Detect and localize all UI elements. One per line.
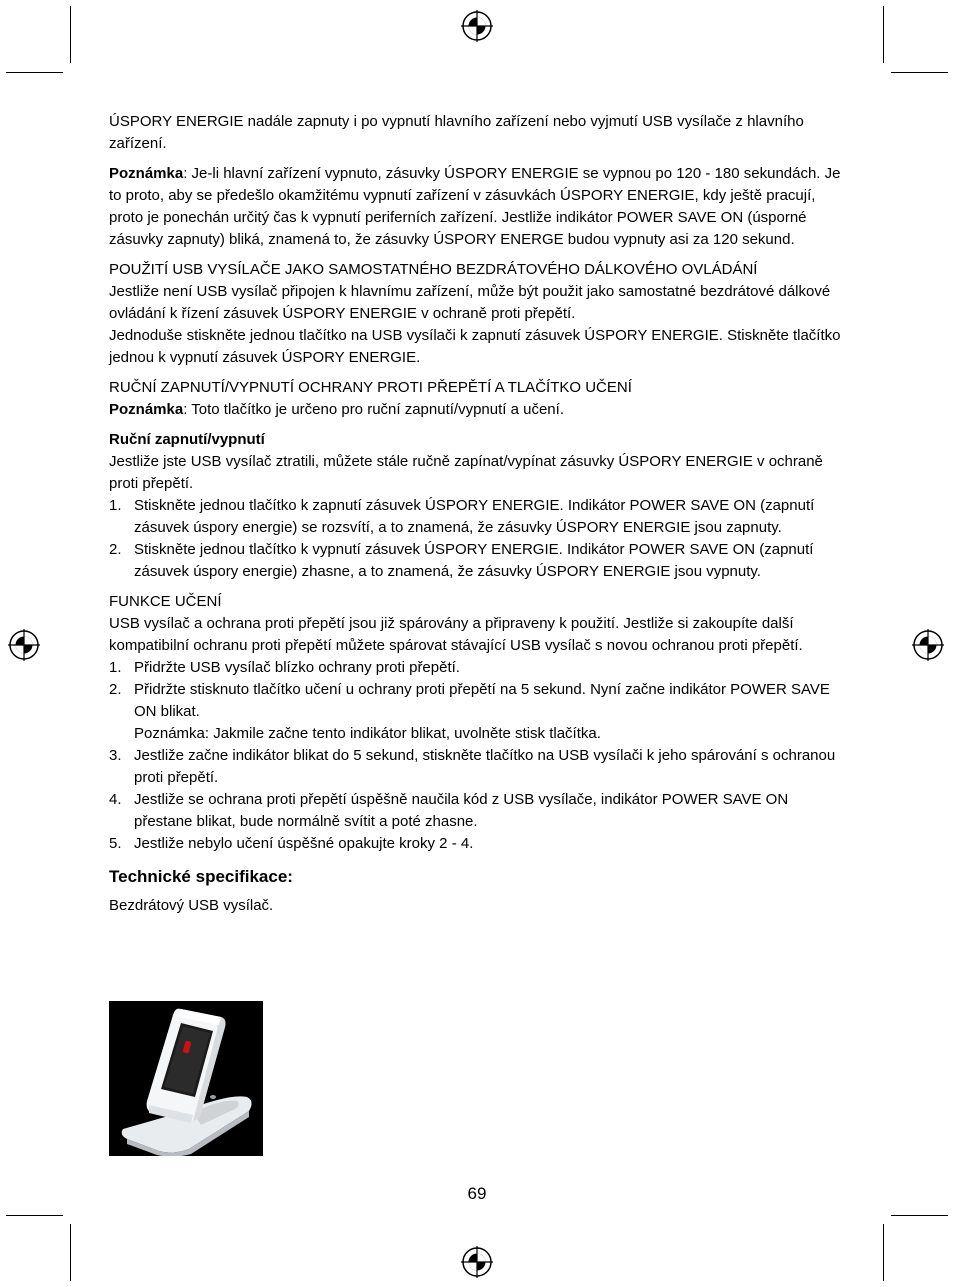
list-note: Poznámka: Jakmile začne tento indikátor blikat, uvolněte stisk tlačítka. <box>134 725 601 742</box>
crop-mark <box>6 72 63 73</box>
document-body <box>109 111 849 917</box>
list-number: 4. <box>109 791 122 808</box>
note-text: : Toto tlačítko je určeno pro ruční zapnutí/vypnutí a učení. <box>183 401 564 418</box>
list-number: 5. <box>109 835 122 852</box>
registration-mark-icon <box>461 10 493 42</box>
list-number: 2. <box>109 541 122 558</box>
note-label: Poznámka <box>109 165 184 182</box>
note-paragraph <box>109 163 849 251</box>
paragraph-usb-remote-usage: Jednoduše stiskněte jednou tlačítko na USB vysílači k zapnutí zásuvek ÚSPORY ENERGIE. Stiskněte tlačítko jednou k vypnutí zásuvek ÚSPORY ENERGIE. <box>109 327 841 366</box>
section-title-manual: RUČNÍ ZAPNUTÍ/VYPNUTÍ OCHRANY PROTI PŘEPĚTÍ A TLAČÍTKO UČENÍ <box>109 379 632 396</box>
paragraph-learning: USB vysílač a ochrana proti přepětí jsou již spárovány a připraveny k použití. Jestliže si zakoupíte další kompatibilní ochranu proti přepětí můžete spárovat stávající USB vysílač s novou ochranou proti přepětí. <box>109 615 803 654</box>
paragraph-manual: Jestliže jste USB vysílač ztratili, můžete stále ručně zapínat/vypínat zásuvky ÚSPORY ENERGIE v ochraně proti přepětí. <box>109 453 823 492</box>
subsection-title-manual <box>109 429 849 451</box>
list-item <box>109 833 849 855</box>
learning-steps-list <box>109 657 849 855</box>
note-paragraph <box>109 399 849 421</box>
crop-mark <box>70 1224 71 1281</box>
list-text: Jestliže se ochrana proti přepětí úspěšně naučila kód z USB vysílače, indikátor POWER SAVE ON přestane blikat, bude normálně svítit a poté zhasne. <box>134 791 789 830</box>
list-text: Stiskněte jednou tlačítko k vypnutí zásuvek ÚSPORY ENERGIE. Indikátor POWER SAVE ON (zapnutí zásuvek úspory energie) zhasne, a to znamená, že zásuvky ÚSPORY ENERGIE jsou vypnuty. <box>134 541 814 580</box>
subsection-title-text: Ruční zapnutí/vypnutí <box>109 431 265 448</box>
registration-mark-icon <box>8 629 40 661</box>
section-title-usb-remote: POUŽITÍ USB VYSÍLAČE JAKO SAMOSTATNÉHO BEZDRÁTOVÉHO DÁLKOVÉHO OVLÁDÁNÍ <box>109 261 758 278</box>
crop-mark <box>891 72 948 73</box>
list-text: Stiskněte jednou tlačítko k zapnutí zásuvek ÚSPORY ENERGIE. Indikátor POWER SAVE ON (zapnutí zásuvek úspory energie) se rozsvítí, a to znamená, že zásuvky ÚSPORY ENERGIE jsou zapnuty. <box>134 497 815 536</box>
list-text: Jestliže začne indikátor blikat do 5 sekund, stiskněte tlačítko na USB vysílači k jeho spárování s ochranou proti přepětí. <box>134 747 836 786</box>
list-item <box>109 745 849 789</box>
list-text: Jestliže nebylo učení úspěšné opakujte kroky 2 - 4. <box>134 835 474 852</box>
note-label: Poznámka <box>109 401 184 418</box>
list-number: 1. <box>109 659 122 676</box>
specs-item: Bezdrátový USB vysílač. <box>109 897 274 914</box>
list-item <box>109 789 849 833</box>
list-text: Přidržte stisknuto tlačítko učení u ochrany proti přepětí na 5 sekund. Nyní začne indikátor POWER SAVE ON blikat. <box>134 681 830 720</box>
registration-mark-icon <box>461 1246 493 1278</box>
crop-mark <box>883 6 884 63</box>
crop-mark <box>883 1224 884 1281</box>
crop-mark <box>70 6 71 63</box>
list-number: 1. <box>109 497 122 514</box>
list-item <box>109 539 849 583</box>
manual-steps-list <box>109 495 849 583</box>
list-text: Přidržte USB vysílač blízko ochrany proti přepětí. <box>134 659 460 676</box>
registration-mark-icon <box>912 629 944 661</box>
list-number: 2. <box>109 681 122 698</box>
crop-mark <box>6 1215 63 1216</box>
list-number: 3. <box>109 747 122 764</box>
section-title-learning: FUNKCE UČENÍ <box>109 593 222 610</box>
list-item <box>109 679 849 745</box>
usb-transmitter-photo <box>109 1001 263 1156</box>
paragraph-intro: ÚSPORY ENERGIE nadále zapnuty i po vypnutí hlavního zařízení nebo vyjmutí USB vysílače z hlavního zařízení. <box>109 113 804 152</box>
page-number: 69 <box>467 1184 487 1203</box>
note-text: : Je-li hlavní zařízení vypnuto, zásuvky ÚSPORY ENERGIE se vypnou po 120 - 180 sekundách. Je to proto, aby se předešlo okamžitému vypnutí zařízení v zásuvkách ÚSPORY ENERGIE, kdy ještě pracují, proto je ponechán určitý čas k vypnutí periferních zařízení. Jestliže indikátor POWER SAVE ON (úsporné zásuvky zapnuty) bliká, znamená to, že zásuvky ÚSPORY ENERGE budou vypnuty asi za 120 sekund. <box>109 165 841 248</box>
list-item <box>109 657 849 679</box>
specs-heading: Technické specifikace: <box>109 867 293 886</box>
crop-mark <box>891 1215 948 1216</box>
list-item <box>109 495 849 539</box>
paragraph-usb-remote: Jestliže není USB vysílač připojen k hlavnímu zařízení, může být použit jako samostatné bezdrátové dálkové ovládání k řízení zásuvek ÚSPORY ENERGIE v ochraně proti přepětí. <box>109 283 831 322</box>
